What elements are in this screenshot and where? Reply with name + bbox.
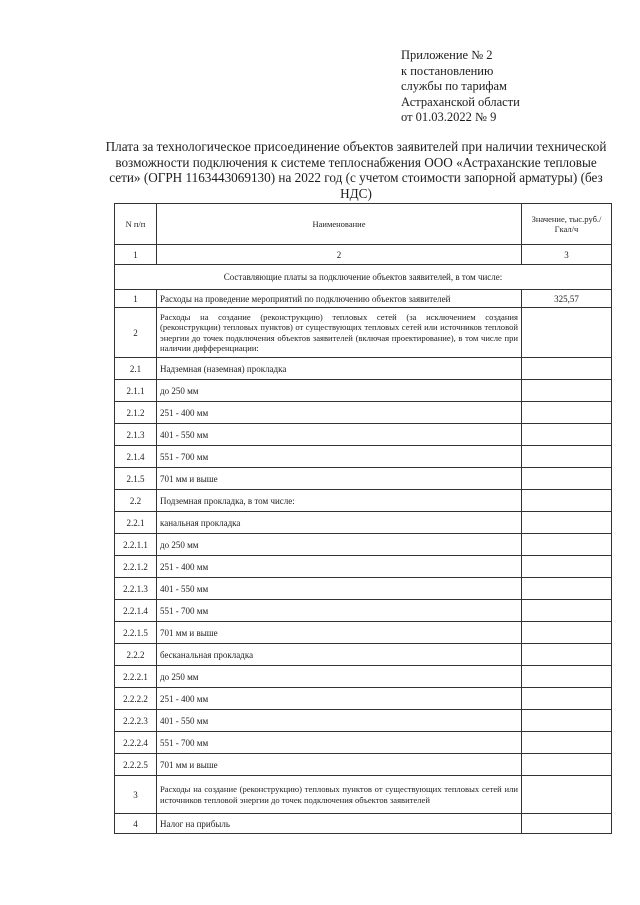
row-value <box>522 688 612 710</box>
row-name: 401 - 550 мм <box>157 424 522 446</box>
row-number: 2.2.2.3 <box>115 710 157 732</box>
table-row <box>115 446 612 468</box>
table-row <box>115 290 612 308</box>
table-row <box>115 402 612 424</box>
row-number: 2.2 <box>115 490 157 512</box>
table-row <box>115 600 612 622</box>
row-value <box>522 534 612 556</box>
row-value <box>522 490 612 512</box>
row-value <box>522 814 612 834</box>
row-number: 2.1.2 <box>115 402 157 424</box>
table-row <box>115 644 612 666</box>
row-name: 251 - 400 мм <box>157 688 522 710</box>
row-value <box>522 402 612 424</box>
annex-header <box>401 48 520 126</box>
row-number: 2.2.2.4 <box>115 732 157 754</box>
row-value <box>522 578 612 600</box>
section-title: Составляющие платы за подключение объектов заявителей, в том числе: <box>115 265 612 290</box>
table-row <box>115 358 612 380</box>
row-name: 251 - 400 мм <box>157 556 522 578</box>
row-number: 2.1.1 <box>115 380 157 402</box>
table-row <box>115 308 612 358</box>
table-header-row <box>115 204 612 245</box>
table-row <box>115 424 612 446</box>
row-number: 2.1.4 <box>115 446 157 468</box>
table-row <box>115 512 612 534</box>
row-name: канальная прокладка <box>157 512 522 534</box>
row-number: 3 <box>115 776 157 814</box>
row-value <box>522 666 612 688</box>
table-row <box>115 710 612 732</box>
table-row <box>115 622 612 644</box>
annex-line: службы по тарифам <box>401 79 507 93</box>
row-value <box>522 776 612 814</box>
row-number: 2 <box>115 308 157 358</box>
annex-line: к постановлению <box>401 63 494 78</box>
row-value <box>522 380 612 402</box>
row-number: 2.2.2.5 <box>115 754 157 776</box>
row-number: 2.2.1.1 <box>115 534 157 556</box>
table-row <box>115 380 612 402</box>
row-name: 701 мм и выше <box>157 754 522 776</box>
row-number: 2.2.1.5 <box>115 622 157 644</box>
table-row <box>115 556 612 578</box>
row-name: 251 - 400 мм <box>157 402 522 424</box>
column-number: 3 <box>522 245 612 265</box>
row-number: 2.2.1 <box>115 512 157 534</box>
table-row <box>115 814 612 834</box>
column-number-row <box>115 245 612 265</box>
table-row <box>115 754 612 776</box>
row-number: 2.1 <box>115 358 157 380</box>
row-name: Подземная прокладка, в том числе: <box>157 490 522 512</box>
row-value <box>522 468 612 490</box>
header-name: Наименование <box>157 204 522 245</box>
annex-line: от 01.03.2022 № 9 <box>401 110 497 124</box>
row-value <box>522 446 612 468</box>
column-number: 1 <box>115 245 157 265</box>
row-number: 2.1.5 <box>115 468 157 490</box>
row-number: 2.2.2.1 <box>115 666 157 688</box>
row-value <box>522 512 612 534</box>
table-row <box>115 688 612 710</box>
table-row <box>115 490 612 512</box>
row-name: 701 мм и выше <box>157 468 522 490</box>
row-name: Расходы на проведение мероприятий по подключению объектов заявителей <box>157 290 522 308</box>
row-name: Налог на прибыль <box>157 814 522 834</box>
row-value <box>522 754 612 776</box>
annex-line: Астраханской области <box>401 94 520 109</box>
table-row <box>115 776 612 814</box>
row-value <box>522 644 612 666</box>
row-number: 2.2.1.3 <box>115 578 157 600</box>
header-num: N п/п <box>115 204 157 245</box>
row-number: 2.2.1.2 <box>115 556 157 578</box>
row-value <box>522 424 612 446</box>
document-title: Плата за технологическое присоединение объектов заявителей при наличии технической возможности подключения к системе теплоснабжения ООО «Астраханские тепловые сети» (ОГРН 1163443069130) на 2022 год (с учетом стоимости запорной арматуры) (без НДС) <box>105 139 607 201</box>
row-name: до 250 мм <box>157 534 522 556</box>
row-number: 2.1.3 <box>115 424 157 446</box>
row-name: 551 - 700 мм <box>157 446 522 468</box>
column-number: 2 <box>157 245 522 265</box>
annex-line: Приложение № 2 <box>401 48 493 62</box>
row-number: 1 <box>115 290 157 308</box>
row-value <box>522 622 612 644</box>
row-name: 551 - 700 мм <box>157 600 522 622</box>
row-name: 701 мм и выше <box>157 622 522 644</box>
row-value <box>522 710 612 732</box>
row-name: бесканальная прокладка <box>157 644 522 666</box>
section-row <box>115 265 612 290</box>
row-number: 2.2.2.2 <box>115 688 157 710</box>
row-value <box>522 732 612 754</box>
row-name: Расходы на создание (реконструкцию) тепловых пунктов от существующих тепловых сетей или источников тепловой энергии до точек подключения объектов заявителей <box>157 776 522 814</box>
row-value <box>522 308 612 358</box>
row-value <box>522 600 612 622</box>
table-row <box>115 534 612 556</box>
row-name: Расходы на создание (реконструкцию) тепловых сетей (за исключением создания (реконструкции) тепловых пунктов) от существующих тепловых сетей или источников тепловой энергии до точек подключения объектов заявителей (включая проектирование), в том числе при наличии дифференциации: <box>157 308 522 358</box>
row-name: до 250 мм <box>157 666 522 688</box>
header-value: Значение, тыс.руб./Гкал/ч <box>522 204 612 245</box>
row-value <box>522 358 612 380</box>
row-name: 551 - 700 мм <box>157 732 522 754</box>
row-number: 2.2.1.4 <box>115 600 157 622</box>
row-name: до 250 мм <box>157 380 522 402</box>
row-value: 325,57 <box>522 290 612 308</box>
row-number: 4 <box>115 814 157 834</box>
table-row <box>115 578 612 600</box>
row-name: Надземная (наземная) прокладка <box>157 358 522 380</box>
row-value <box>522 556 612 578</box>
row-name: 401 - 550 мм <box>157 710 522 732</box>
row-number: 2.2.2 <box>115 644 157 666</box>
row-name: 401 - 550 мм <box>157 578 522 600</box>
table-row <box>115 666 612 688</box>
table-row <box>115 732 612 754</box>
tariff-table <box>114 203 612 834</box>
table-row <box>115 468 612 490</box>
